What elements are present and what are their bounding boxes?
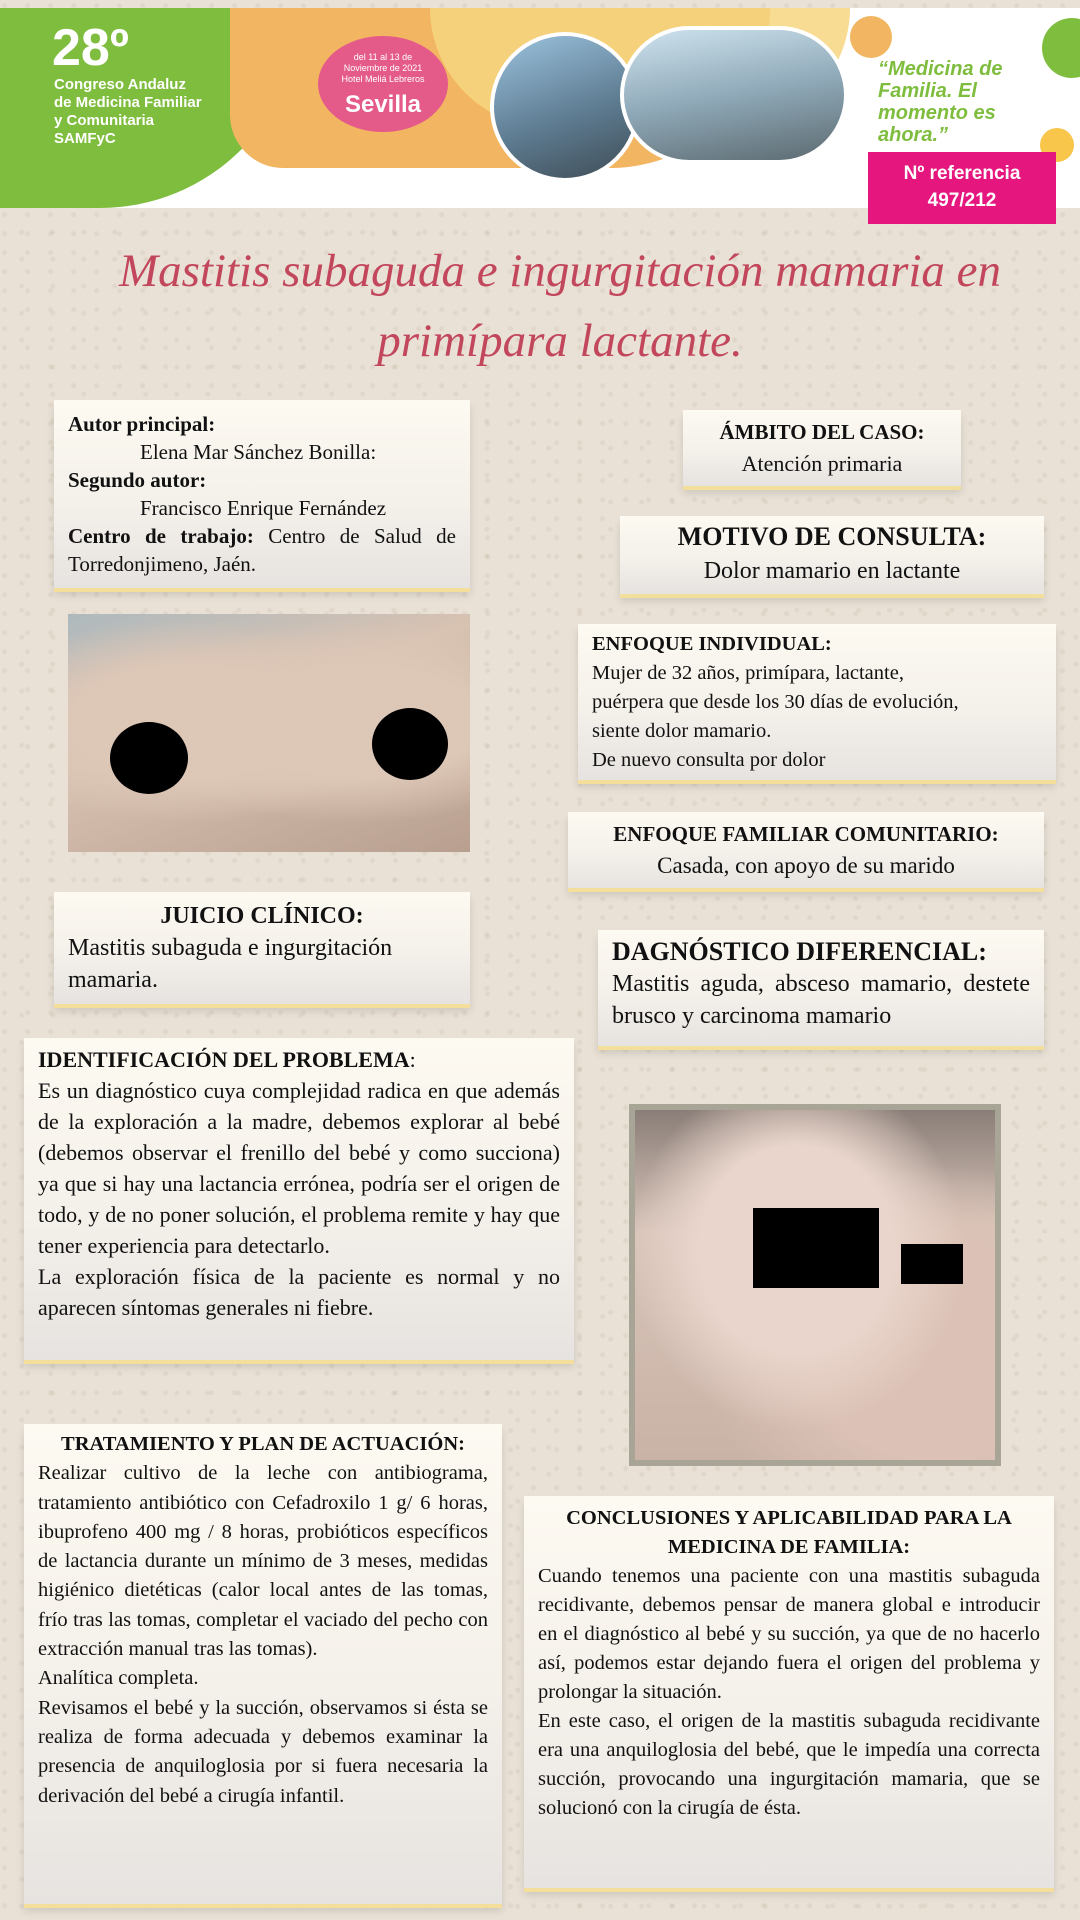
family-approach-box <box>568 812 1044 888</box>
conclusions-heading: CONCLUSIONES Y APLICABILIDAD PARA LA MEDICINA DE FAMILIA: <box>566 1507 1012 1558</box>
censor-rect <box>901 1244 963 1284</box>
problem-paragraph: Es un diagnóstico cuya complejidad radica en que además de la exploración a la madre, debemos explorar al bebé (debemos observar el frenillo del bebé y como succiona) ya que si hay una lactancia errónea, podría ser el origen de todo, y de no poner solución, el problema remite y hay que tener experiencia para detectarlo. <box>38 1078 560 1258</box>
date-line: Noviembre de 2021 <box>343 63 423 73</box>
individual-approach-line: Mujer de 32 años, primípara, lactante, <box>592 662 904 684</box>
individual-approach-line: puérpera que desde los 30 días de evolución, <box>592 691 959 713</box>
reference-box <box>868 152 1056 224</box>
treatment-box <box>24 1424 502 1904</box>
clinical-judgment-line: mamaria. <box>68 967 158 993</box>
treatment-paragraph: Revisamos el bebé y la succión, observamos si ésta se realiza de forma adecuada y debemos examinar la presencia de anquiloglosia por si fuera necesaria la derivación del bebé a cirugía infantil. <box>38 1696 488 1807</box>
differential-diagnosis-text: Mastitis aguda, absceso mamario, destete brusco y carcinoma mamario <box>612 971 1030 1029</box>
censor-dot <box>110 722 188 794</box>
conclusions-box <box>524 1496 1054 1888</box>
problem-heading-colon: : <box>409 1047 416 1072</box>
problem-identification-box <box>24 1038 574 1360</box>
reference-number: 497/212 <box>927 190 997 211</box>
title-line: Mastitis subaguda e ingurgitación mamaria en <box>118 245 1002 297</box>
case-scope-box <box>683 410 961 486</box>
date-badge <box>318 36 448 132</box>
case-scope-text: Atención primaria <box>741 451 903 476</box>
congress-motto: “Medicina de Familia. El momento es ahora.” <box>878 58 1003 146</box>
workplace-text: Centro de Salud de <box>268 524 456 548</box>
second-author-name: Francisco Enrique Fernández <box>140 496 387 520</box>
clinical-judgment-line: Mastitis subaguda e ingurgitación <box>68 935 393 961</box>
individual-approach-heading: ENFOQUE INDIVIDUAL: <box>592 633 832 655</box>
date-line: del 11 al 13 de <box>353 52 413 62</box>
differential-diagnosis-heading: DAGNÓSTICO DIFERENCIAL: <box>612 937 987 966</box>
censor-dot <box>372 708 448 780</box>
poster-title <box>80 236 1040 376</box>
clinical-judgment-heading: JUICIO CLÍNICO: <box>160 903 364 929</box>
main-author-label: Autor principal: <box>68 412 216 436</box>
breast-photo <box>68 614 470 852</box>
treatment-paragraph: Analítica completa. <box>38 1667 199 1690</box>
treatment-heading: TRATAMIENTO Y PLAN DE ACTUACIÓN: <box>61 1433 465 1455</box>
congress-name-line: SAMFyC <box>54 130 116 147</box>
problem-paragraph: La exploración física de la paciente es normal y no aparecen síntomas generales ni fiebre. <box>38 1264 560 1320</box>
differential-diagnosis-box <box>598 930 1044 1046</box>
workplace-label: Centro de trabajo: <box>68 524 254 548</box>
congress-name-line: de Medicina Familiar <box>54 94 202 111</box>
title-line: primípara lactante. <box>377 315 743 367</box>
decorative-dot <box>850 16 892 58</box>
workplace-line <box>68 522 456 550</box>
individual-approach-box <box>578 624 1056 780</box>
main-author-name: Elena Mar Sánchez Bonilla: <box>140 440 377 464</box>
workplace-text: Torredonjimeno, Jaén. <box>68 552 257 576</box>
consult-reason-box <box>620 516 1044 594</box>
baby-nursing-photo <box>629 1104 1001 1466</box>
congress-name <box>54 76 294 148</box>
reference-label: Nº referencia <box>903 163 1021 184</box>
clinical-judgment-box <box>54 892 470 1004</box>
censor-rect <box>753 1208 879 1288</box>
city-label: Sevilla <box>344 91 422 118</box>
seville-statue-photo <box>490 32 640 182</box>
congress-number: 28º <box>52 19 129 77</box>
problem-heading-line <box>38 1044 560 1075</box>
venue-line: Hotel Meliá Lebreros <box>341 74 425 84</box>
problem-heading: IDENTIFICACIÓN DEL PROBLEMA <box>38 1047 410 1072</box>
case-scope-heading: ÁMBITO DEL CASO: <box>719 420 925 444</box>
congress-name-line: y Comunitaria <box>54 112 155 129</box>
conclusions-paragraph: Cuando tenemos una paciente con una mastitis subaguda recidivante, debemos pensar de manera global e introducir en el diagnóstico al bebé y su succión, ya que de no hacerlo así, podemos estar dejando fuera el origen del problema y prolongar la situación. <box>538 1565 1040 1703</box>
seville-bridge-photo <box>620 26 848 164</box>
conclusions-paragraph: En este caso, el origen de la mastitis subaguda recidivante era una anquiloglosia del bebé, que le impedía una correcta succión, provocando una ingurgitación mamaria, que se solucionó con la cirugía de ésta. <box>538 1710 1040 1819</box>
treatment-paragraph: Realizar cultivo de la leche con antibiograma, tratamiento antibiótico con Cefadroxilo 1 g/ 6 horas, ibuprofeno 400 mg / 8 horas, probióticos específicos de lactancia durante un mínimo de 3 meses, medidas higiénico dietéticas (calor local antes de las tomas, frío tras las tomas, completar el vaciado del pecho con extracción manual tras las tomas). <box>38 1462 488 1661</box>
authors-box <box>54 400 470 588</box>
consult-reason-text: Dolor mamario en lactante <box>703 558 961 584</box>
individual-approach-line: siente dolor mamario. <box>592 720 772 742</box>
congress-name-line: Congreso Andaluz <box>54 76 186 93</box>
family-approach-heading: ENFOQUE FAMILIAR COMUNITARIO: <box>613 822 999 846</box>
second-author-label: Segundo autor: <box>68 468 207 492</box>
individual-approach-line: De nuevo consulta por dolor <box>592 749 826 771</box>
consult-reason-heading: MOTIVO DE CONSULTA: <box>677 522 987 551</box>
family-approach-text: Casada, con apoyo de su marido <box>657 853 955 878</box>
